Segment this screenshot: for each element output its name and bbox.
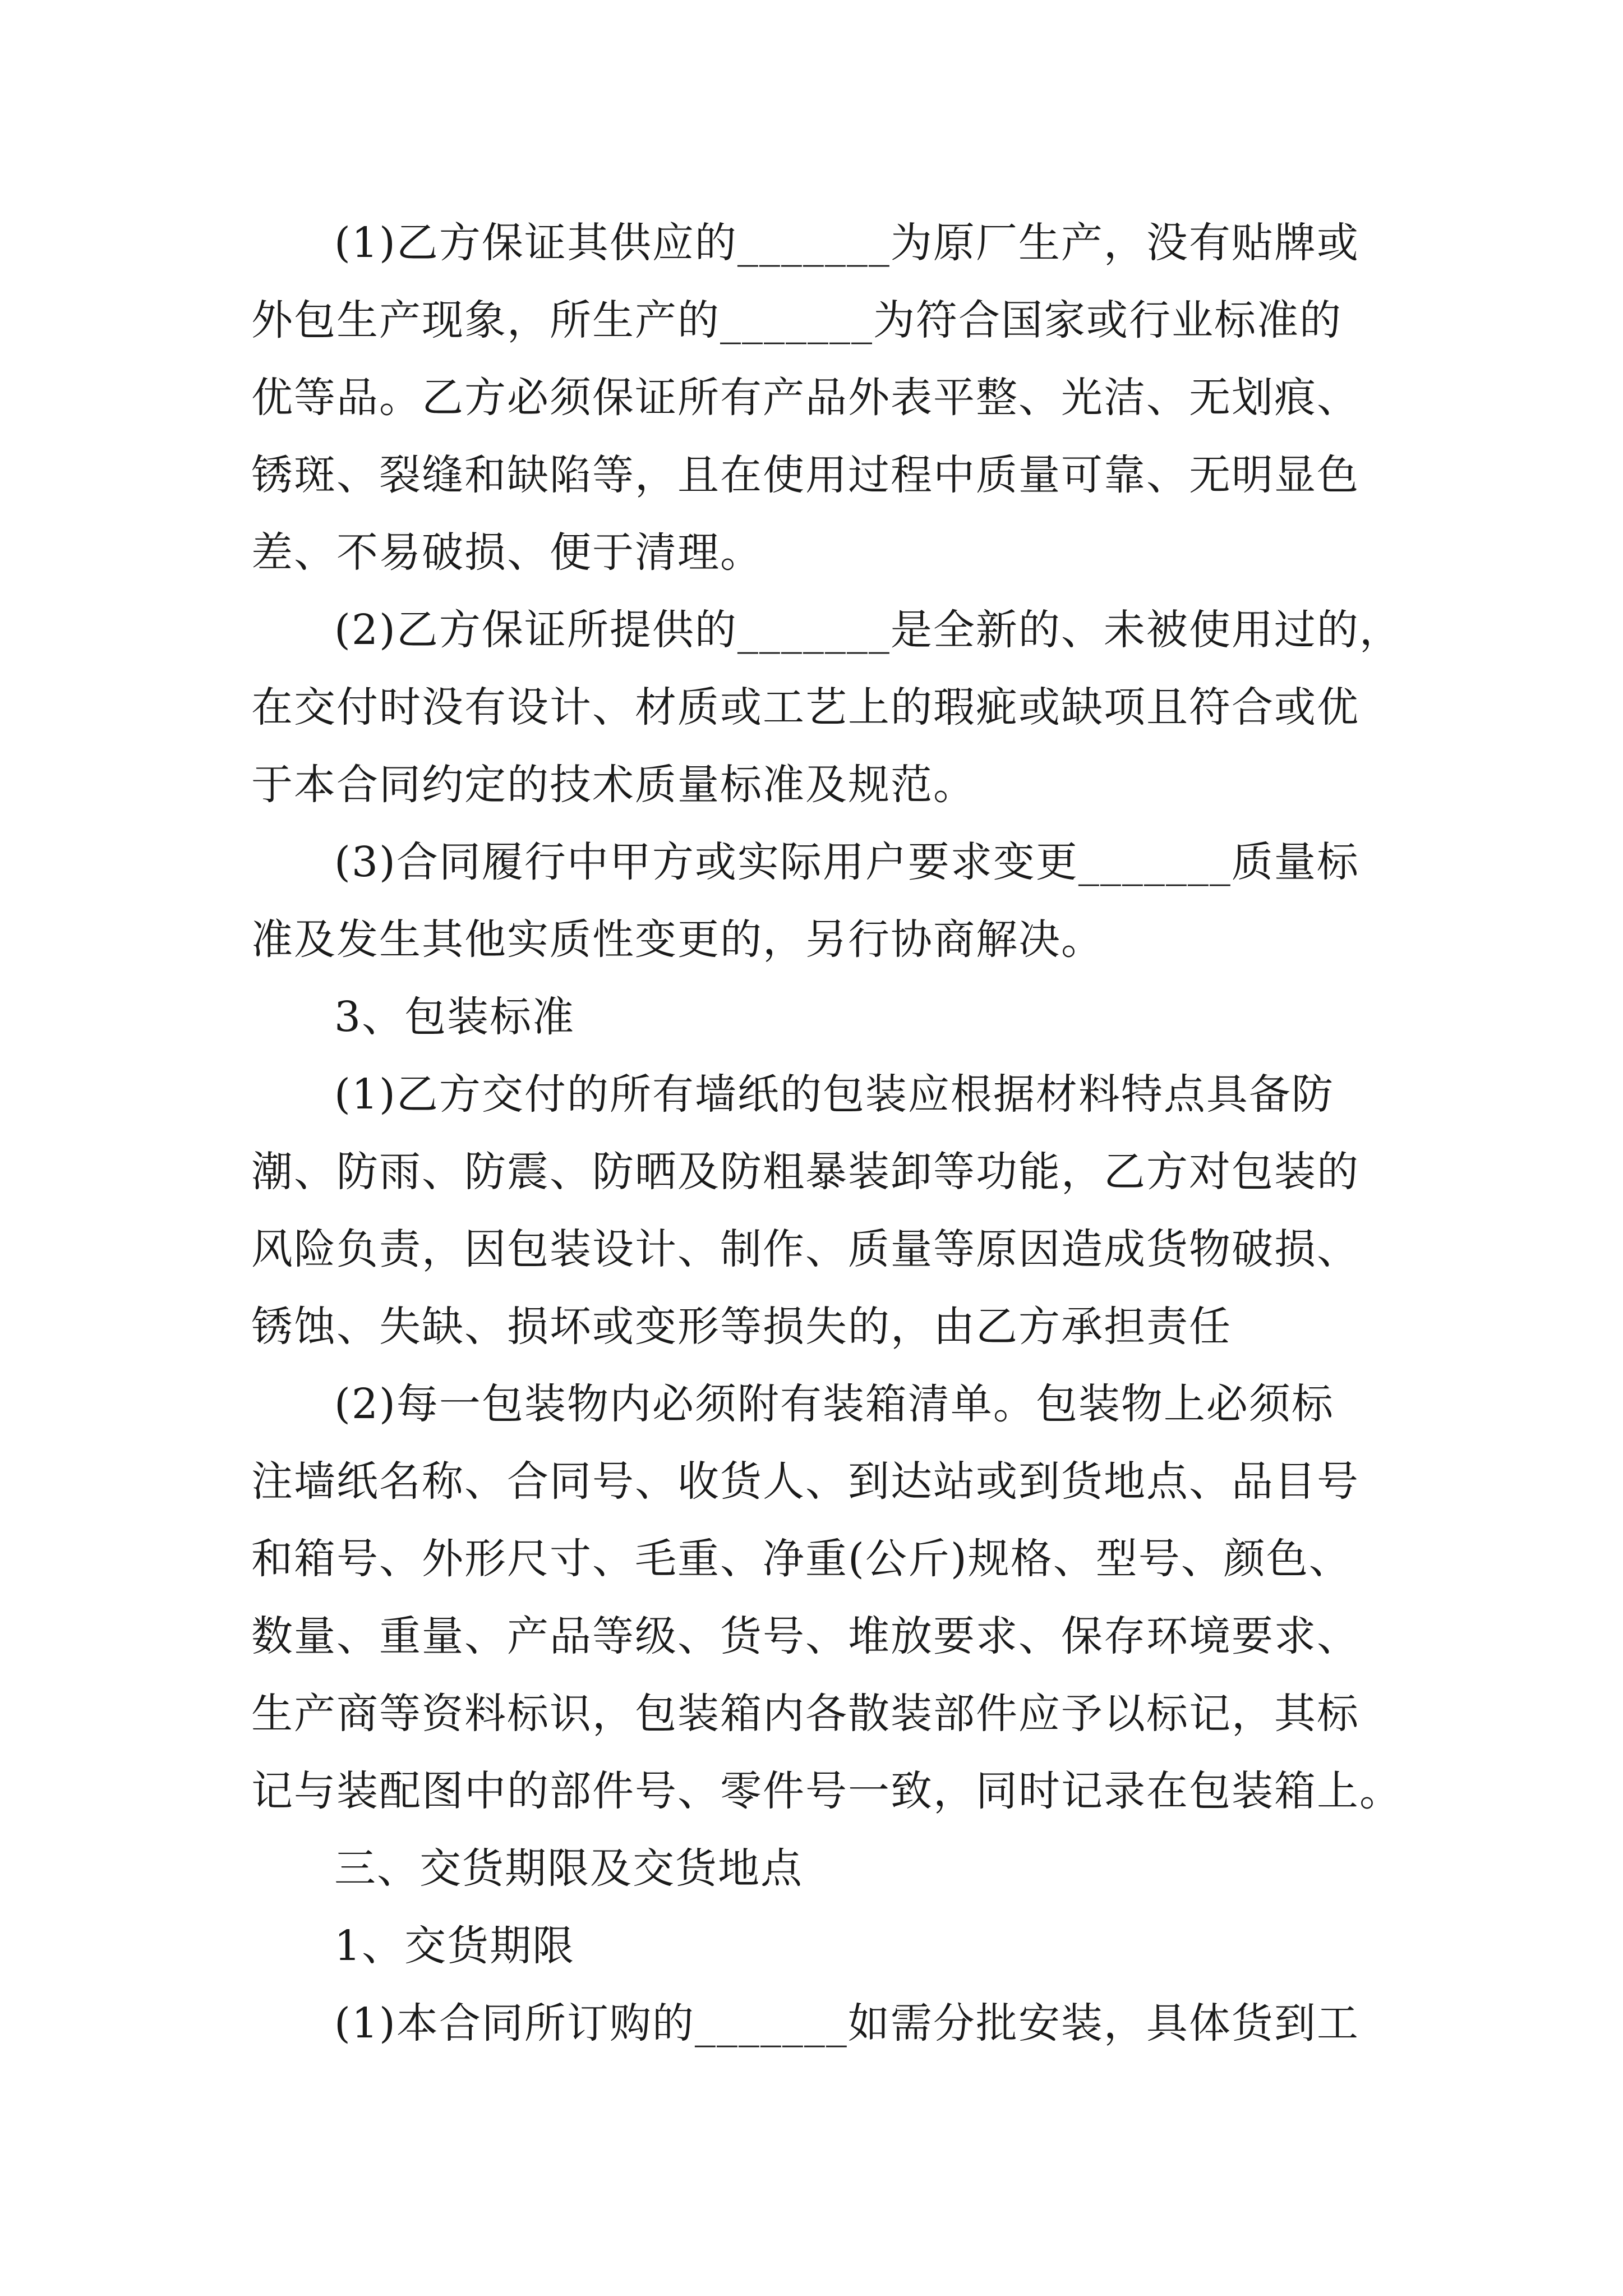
section-heading: 3、包装标准 [334, 993, 575, 1041]
text-line: 外包生产现象，所生产的_______为符合国家或行业标准的 [251, 296, 1342, 344]
text-line: 注墙纸名称、合同号、收货人、到达站或到货地点、品目号 [251, 1457, 1359, 1506]
section-heading: 三、交货期限及交货地点 [334, 1844, 803, 1893]
subsection-heading: 1、交货期限 [334, 1922, 575, 1970]
text-line: (1)乙方保证其供应的_______为原厂生产，没有贴牌或 [334, 219, 1359, 267]
text-line: (2)每一包装物内必须附有装箱清单。包装物上必须标 [334, 1380, 1334, 1428]
text-line: 准及发生其他实质性变更的，另行协商解决。 [251, 915, 1104, 964]
text-line: 潮、防雨、防震、防晒及防粗暴装卸等功能，乙方对包装的 [251, 1148, 1359, 1196]
text-line: 在交付时没有设计、材质或工艺上的瑕疵或缺项且符合或优 [251, 683, 1359, 731]
text-line: 差、不易破损、便于清理。 [251, 528, 763, 577]
text-line: 优等品。乙方必须保证所有产品外表平整、光洁、无划痕、 [251, 374, 1359, 422]
text-line: (1)乙方交付的所有墙纸的包装应根据材料特点具备防 [334, 1070, 1334, 1119]
text-line: 和箱号、外形尺寸、毛重、净重(公斤)规格、型号、颜色、 [251, 1535, 1352, 1583]
text-line: (1)本合同所订购的_______如需分批安装，具体货到工 [334, 1999, 1359, 2047]
text-line: (3)合同履行中甲方或实际用户要求变更_______质量标 [334, 838, 1359, 886]
text-line: 记与装配图中的部件号、零件号一致，同时记录在包装箱上。 [251, 1767, 1402, 1815]
text-line: 锈斑、裂缝和缺陷等，且在使用过程中质量可靠、无明显色 [251, 451, 1359, 499]
text-line: 风险负责，因包装设计、制作、质量等原因造成货物破损、 [251, 1225, 1359, 1273]
text-line: (2)乙方保证所提供的_______是全新的、未被使用过的， [334, 606, 1402, 654]
text-line: 生产商等资料标识，包装箱内各散装部件应予以标记，其标 [251, 1690, 1359, 1738]
text-line: 锈蚀、失缺、损坏或变形等损失的，由乙方承担责任 [251, 1303, 1232, 1351]
text-line: 数量、重量、产品等级、货号、堆放要求、保存环境要求、 [251, 1612, 1359, 1660]
text-line: 于本合同约定的技术质量标准及规范。 [251, 761, 976, 809]
